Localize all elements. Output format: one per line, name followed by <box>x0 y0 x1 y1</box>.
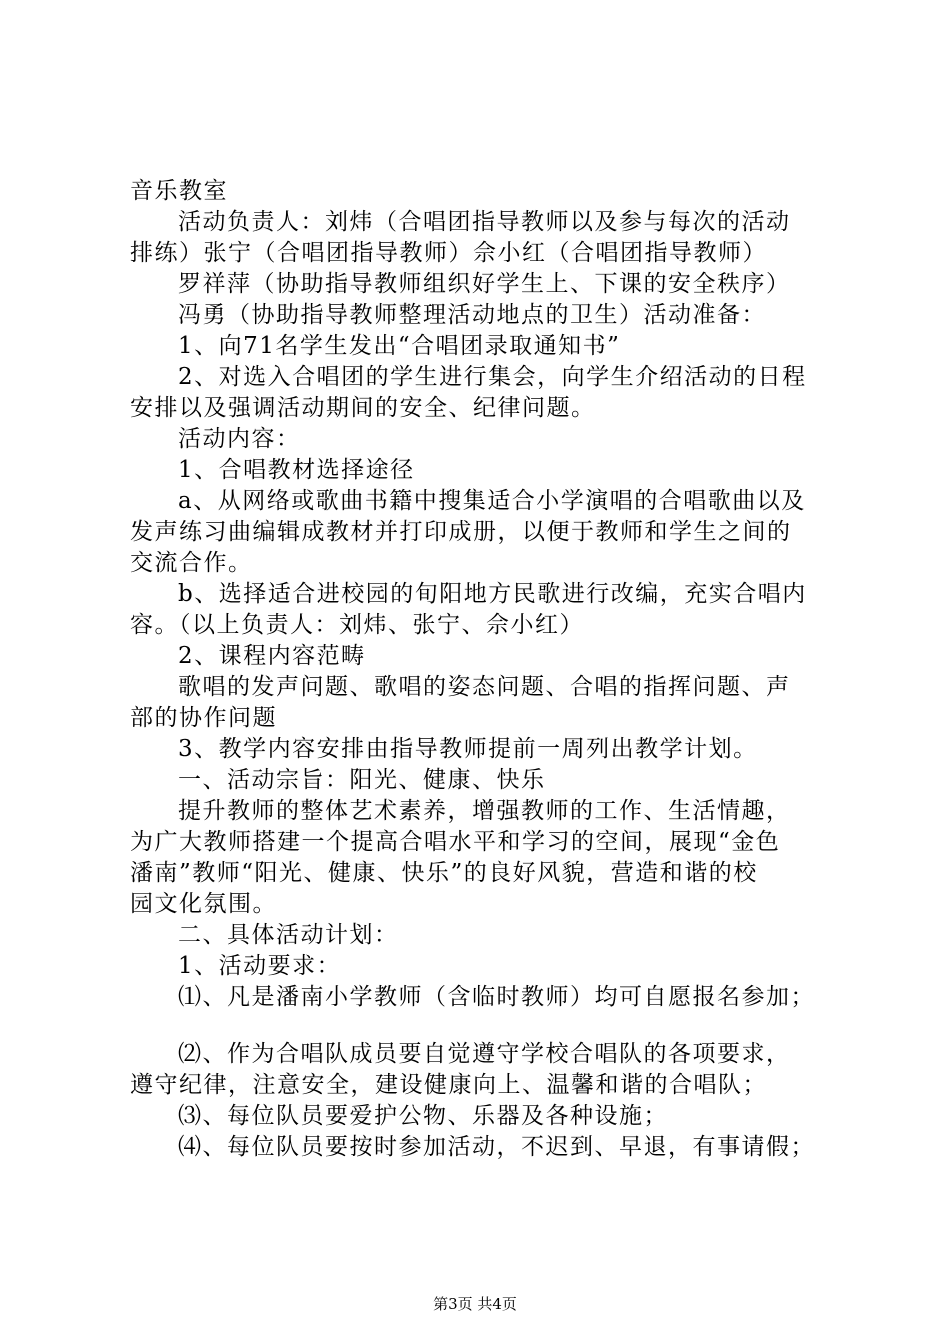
text-line: a、从网络或歌曲书籍中搜集适合小学演唱的合唱歌曲以及 <box>178 488 806 514</box>
text-line: 1、活动要求： <box>178 953 342 979</box>
text-line: 提升教师的整体艺术素养，增强教师的工作、生活情趣， <box>178 798 791 824</box>
text-line: 3、教学内容安排由指导教师提前一周列出教学计划。 <box>178 736 758 762</box>
text-line: 2、课程内容范畴 <box>178 643 366 669</box>
text-line: 安排以及强调活动期间的安全、纪律问题。 <box>130 395 596 421</box>
text-line: 部的协作问题 <box>130 705 277 731</box>
text-line: 一、活动宗旨：阳光、健康、快乐 <box>178 767 546 793</box>
text-line: ⑶、每位队员要爱护公物、乐器及各种设施； <box>178 1103 668 1129</box>
text-line: ⑴、凡是潘南小学教师（含临时教师）均可自愿报名参加； <box>178 984 815 1010</box>
text-line: 排练）张宁（合唱团指导教师）佘小红（合唱团指导教师） <box>130 240 767 266</box>
text-line: 活动负责人：刘炜（合唱团指导教师以及参与每次的活动 <box>178 209 791 235</box>
text-line: 为广大教师搭建一个提高合唱水平和学习的空间，展现“金色 <box>130 829 781 855</box>
text-line: 歌唱的发声问题、歌唱的姿态问题、合唱的指挥问题、声 <box>178 674 791 700</box>
text-line: 冯勇（协助指导教师整理活动地点的卫生）活动准备： <box>178 302 766 328</box>
text-line: 交流合作。 <box>130 550 253 576</box>
page-footer: 第3页 共4页 <box>433 1295 517 1313</box>
text-line: 二、具体活动计划： <box>178 922 399 948</box>
text-line: 1、合唱教材选择途径 <box>178 457 415 483</box>
text-line: b、选择适合进校园的旬阳地方民歌进行改编，充实合唱内 <box>178 581 807 607</box>
text-line: 遵守纪律，注意安全，建设健康向上、温馨和谐的合唱队； <box>130 1072 767 1098</box>
text-line: 活动内容： <box>178 426 301 452</box>
text-line: 容。（以上负责人：刘炜、张宁、佘小红） <box>130 612 584 638</box>
text-line: 园文化氛围。 <box>130 891 277 917</box>
text-line: 2、对选入合唱团的学生进行集会，向学生介绍活动的日程 <box>178 364 807 390</box>
text-line: 1、向71名学生发出“合唱团录取通知书” <box>178 333 621 359</box>
text-line: 潘南”教师“阳光、健康、快乐”的良好风貌，营造和谐的校 <box>130 860 758 886</box>
text-line: ⑵、作为合唱队成员要自觉遵守学校合唱队的各项要求， <box>178 1041 791 1067</box>
text-line: 发声练习曲编辑成教材并打印成册，以便于教师和学生之间的 <box>130 519 792 545</box>
text-line: 音乐教室 <box>130 178 228 204</box>
text-line: ⑷、每位队员要按时参加活动，不迟到、早退，有事请假； <box>178 1134 815 1160</box>
text-line: 罗祥萍（协助指导教师组织好学生上、下课的安全秩序） <box>178 271 791 297</box>
